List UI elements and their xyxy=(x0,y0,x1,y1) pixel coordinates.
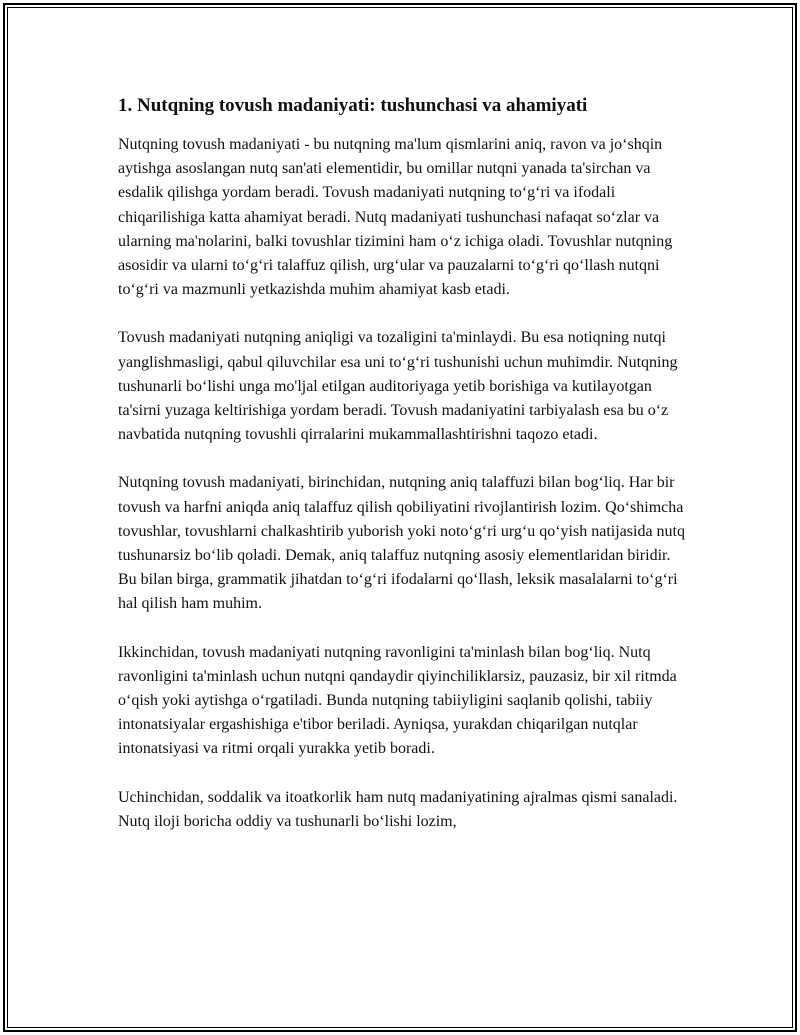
paragraph-2: Tovush madaniyati nutqning aniqligi va tozaligini ta'minlaydi. Bu esa notiqning nutqi yanglishmasligi, qabul qiluvchilar esa uni to‘g‘ri tushunishi uchun muhimdir. Nutqning tushunarli bo‘lishi unga mo'ljal etilgan auditoriyaga yetib borishiga va kutilayotgan ta'sirni yuzaga keltirishiga yordam beradi. Tovush madaniyatini tarbiyalash esa bu o‘z navbatida nutqning tovushli qirralarini mukammallashtirishni taqozo etadi. xyxy=(118,329,678,444)
paragraph-4: Ikkinchidan, tovush madaniyati nutqning ravonligini ta'minlash bilan bog‘liq. Nutq ravonligini ta'minlash uchun nutqni qandaydir qiyinchiliklarsiz, pauzasiz, bir xil ritmda o‘qish yoki aytishga o‘rgatiladi. Bunda nutqning tabiiyligini saqlanib qolishi, tabiiy intonatsiyalar ergashishiga e'tibor beriladi. Ayniqsa, yurakdan chiqarilgan nutqlar intonatsiyasi va ritmi orqali yurakka yetib boradi. xyxy=(118,643,677,758)
paragraph-5: Uchinchidan, soddalik va itoatkorlik ham nutq madaniyatining ajralmas qismi sanaladi. Nutq iloji boricha oddiy va tushunarli bo‘lishi lozim, xyxy=(118,788,678,830)
document-body xyxy=(118,92,693,834)
section-heading: 1. Nutqning tovush madaniyati: tushunchasi va ahamiyati xyxy=(118,95,588,116)
paragraph-3: Nutqning tovush madaniyati, birinchidan, nutqning aniq talaffuzi bilan bog‘liq. Har bir tovush va harfni aniqda aniq talaffuz qilish qobiliyatini rivojlantirish lozim. Qo‘shimcha tovushlar, tovushlarni chalkashtirib yuborish yoki noto‘g‘ri urg‘u qo‘yish natijasida nutq tushunarsiz bo‘lib qoladi. Demak, aniq talaffuz nutqning asosiy elementlaridan biridir. Bu bilan birga, grammatik jihatdan to‘g‘ri ifodalarni qo‘llash, leksik masalalarni to‘g‘ri hal qilish ham muhim. xyxy=(118,474,685,613)
paragraph-1: Nutqning tovush madaniyati - bu nutqning ma'lum qismlarini aniq, ravon va jo‘shqin aytishga asoslangan nutq san'ati elementidir, bu omillar nutqni yanada ta'sirchan va esdalik qilishga yordam beradi. Tovush madaniyati nutqning to‘g‘ri va ifodali chiqarilishiga katta ahamiyat beradi. Nutq madaniyati tushunchasi nafaqat so‘zlar va ularning ma'nolarini, balki tovushlar tizimini ham o‘z ichiga oladi. Tovushlar nutqning asosidir va ularni to‘g‘ri talaffuz qilish, urg‘ular va pauzalarni to‘g‘ri qo‘llash nutqni to‘g‘ri va mazmunli yetkazishda muhim ahamiyat kasb etadi. xyxy=(118,136,673,299)
